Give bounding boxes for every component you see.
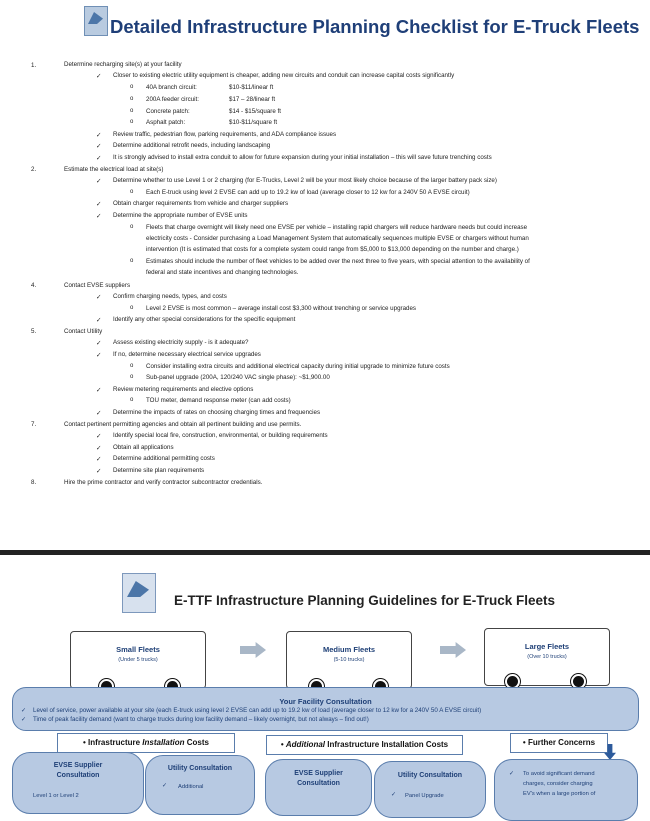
fleet-size: (Under 5 trucks) <box>118 657 158 663</box>
cost-label: 40A branch circuit: <box>146 84 197 91</box>
item-number: 5. <box>31 328 37 335</box>
utility-consultation: Utility Consultation ✓ Additional <box>145 755 255 815</box>
further-concerns-header: • Further Concerns <box>510 733 608 753</box>
check-icon: ✓ <box>21 716 27 723</box>
check-icon: ✓ <box>21 707 27 714</box>
calstart-logo <box>84 6 108 36</box>
calstart-logo <box>122 573 156 613</box>
arrow-right-icon <box>440 642 466 658</box>
check-icon: ✓ <box>96 410 102 417</box>
sub-item: electricity costs - Consider purchasing a Load Management System that automatically sequences multiple EVSE or chargers without human <box>146 235 529 242</box>
check-item: Confirm charging needs, types, and costs <box>113 293 227 300</box>
consultation-title: Your Facility Consultation <box>279 697 372 706</box>
bullet-icon: o <box>130 363 134 369</box>
item-number: 4. <box>31 282 37 289</box>
sub-item: Fleets that charge overnight will likely need one EVSE per vehicle – installing rapid chargers will reduce hardware needs but could increase <box>146 224 528 231</box>
facility-consultation-box <box>12 687 639 731</box>
check-icon: ✓ <box>96 201 102 208</box>
bullet-icon: o <box>130 305 134 311</box>
item-number: 2. <box>31 166 37 173</box>
checklist-item: Contact pertinent permitting agencies and obtain all pertinent building and use permits. <box>64 421 302 428</box>
check-icon: ✓ <box>96 132 102 139</box>
check-icon: ✓ <box>96 213 102 220</box>
checklist-item: Contact EVSE suppliers <box>64 282 131 289</box>
further-concerns-oval: ✓ To avoid significant demand charges, consider charging EV's when a large portion of <box>494 759 638 821</box>
check-item: Determine additional permitting costs <box>113 455 215 462</box>
evse-supplier-consultation: EVSE Supplier Consultation Level 1 or Level 2 <box>12 752 144 814</box>
sub-item: Estimates should include the number of fleet vehicles to be added over the next three to five years, with special attention to the availability of <box>146 258 530 265</box>
check-item: Obtain all applications <box>113 444 174 451</box>
cost-value: $14 - $15/square ft <box>229 108 281 115</box>
cost-label: Asphalt patch: <box>146 119 186 126</box>
check-icon: ✓ <box>96 143 102 150</box>
check-item: Determine additional retrofit needs, including landscaping <box>113 142 271 149</box>
check-item: It is strongly advised to install extra conduit to allow for future expansion during your initial installation – this will save future trenching costs <box>113 154 492 161</box>
bullet-icon: o <box>130 96 134 102</box>
checklist-item: Hire the prime contractor and verify contractor subcontractor credentials. <box>64 479 263 486</box>
fleet-size: (5-10 trucks) <box>333 657 365 663</box>
bullet-icon: o <box>130 84 134 90</box>
page-divider <box>0 550 650 555</box>
check-icon: ✓ <box>162 783 167 789</box>
check-item: Obtain charger requirements from vehicle and charger suppliers <box>113 200 289 207</box>
fleet-name: Medium Fleets <box>322 645 376 654</box>
sub-item: TOU meter, demand response meter (can add costs) <box>146 397 291 404</box>
fleet-card-large <box>484 628 610 686</box>
check-icon: ✓ <box>96 387 102 394</box>
fleet-name: Large Fleets <box>524 642 570 651</box>
check-item: Identify special local fire, construction, environmental, or building requirements <box>113 432 328 439</box>
bullet-icon: o <box>130 374 134 380</box>
utility-consultation: Utility Consultation ✓ Panel Upgrade <box>374 761 486 818</box>
cost-label: 200A feeder circuit: <box>146 96 199 103</box>
check-icon: ✓ <box>96 340 102 347</box>
page-title: E-TTF Infrastructure Planning Guidelines for E-Truck Fleets <box>174 593 556 608</box>
check-icon: ✓ <box>96 155 102 162</box>
fleet-card-small <box>70 631 206 689</box>
fleet-name: Small Fleets <box>116 645 160 654</box>
oval-item: Panel Upgrade <box>405 793 444 799</box>
check-item: Determine site plan requirements <box>113 467 205 474</box>
oval-item: Level 1 or Level 2 <box>33 793 79 799</box>
additional-costs-header: • Additional Infrastructure Installation Costs <box>266 735 463 755</box>
check-item: Determine the impacts of rates on choosing charging times and frequencies <box>113 409 321 416</box>
check-item: Assess existing electricity supply - is it adequate? <box>113 339 249 346</box>
item-number: 8. <box>31 479 37 486</box>
check-item: If no, determine necessary electrical service upgrades <box>113 351 261 358</box>
oval-item: Additional <box>178 784 204 790</box>
item-number: 1. <box>31 62 37 69</box>
bullet-icon: o <box>130 258 134 264</box>
check-icon: ✓ <box>96 468 102 475</box>
check-icon: ✓ <box>391 792 396 798</box>
fleet-size: (Over 10 trucks) <box>527 654 567 660</box>
bullet-icon: o <box>130 224 134 230</box>
consultation-line: Time of peak facility demand (want to charge trucks during low facility demand – likely overnight, but not always – find out!) <box>33 716 369 723</box>
check-icon: ✓ <box>509 771 514 777</box>
bullet-icon: o <box>130 397 134 403</box>
sub-item: Each E-truck using level 2 EVSE can add up to 19.2 kw of load (average closer to 12 kw for a 240V 50 A EVSE circuit) <box>146 189 470 196</box>
check-icon: ✓ <box>96 73 102 80</box>
checklist-item: Contact Utility <box>64 328 103 335</box>
arrow-right-icon <box>240 642 266 658</box>
check-item: Review metering requirements and elective options <box>113 386 254 393</box>
check-icon: ✓ <box>96 456 102 463</box>
cost-value: $17 – 28/linear ft <box>229 96 276 103</box>
sub-item: federal and state incentives and changing technologies. <box>146 269 299 276</box>
check-icon: ✓ <box>96 352 102 359</box>
check-item: Determine whether to use Level 1 or 2 charging (for E-Trucks, Level 2 will be your most likely choice because of the larger battery pack size) <box>113 177 497 184</box>
check-item: Identify any other special considerations for the specific equipment <box>113 316 296 323</box>
check-item: Review traffic, pedestrian flow, parking requirements, and ADA compliance issues <box>113 131 337 138</box>
cost-value: $10-$11/linear ft <box>229 84 274 91</box>
installation-costs-header: • Infrastructure Installation Costs <box>57 733 235 753</box>
check-icon: ✓ <box>96 294 102 301</box>
bullet-icon: o <box>130 189 134 195</box>
evse-supplier-consultation: EVSE Supplier Consultation <box>265 759 372 816</box>
cost-label: Concrete patch: <box>146 108 190 115</box>
sub-item: Sub-panel upgrade (200A, 120/240 VAC single phase): ~$1,900.00 <box>146 374 330 381</box>
sub-item: Consider installing extra circuits and additional electrical capacity during initial upgrade to minimize future costs <box>146 363 450 370</box>
check-icon: ✓ <box>96 445 102 452</box>
guidelines-page <box>0 556 650 800</box>
checklist-item: Estimate the electrical load at site(s) <box>64 166 164 173</box>
check-icon: ✓ <box>96 433 102 440</box>
check-item: Closer to existing electric utility equipment is cheaper, adding new circuits and conduit can increase capital costs significantly <box>113 72 455 79</box>
consultation-line: Level of service, power available at your site (each E-truck using level 2 EVSE can add up to 19.2 kw of load (average closer to 12 kw for a 240V 50 A EVSE circuit) <box>33 707 482 714</box>
sub-item: intervention (It is estimated that costs for a complete system could range from $5,000 to $13,000 depending on the number and charge.) <box>146 246 519 253</box>
bullet-icon: o <box>130 119 134 125</box>
bullet-icon: o <box>130 108 134 114</box>
page-title: Detailed Infrastructure Planning Checklist for E-Truck Fleets <box>110 16 640 37</box>
check-item: Determine the appropriate number of EVSE units <box>113 212 248 219</box>
sub-item: Level 2 EVSE is most common – average install cost $3,300 without trenching or service upgrades <box>146 305 416 312</box>
cost-value: $10-$11/square ft <box>229 119 278 126</box>
checklist-item: Determine recharging site(s) at your facility <box>64 61 182 68</box>
item-number: 7. <box>31 421 37 428</box>
check-icon: ✓ <box>96 178 102 185</box>
fleet-card-medium <box>286 631 412 689</box>
check-icon: ✓ <box>96 317 102 324</box>
